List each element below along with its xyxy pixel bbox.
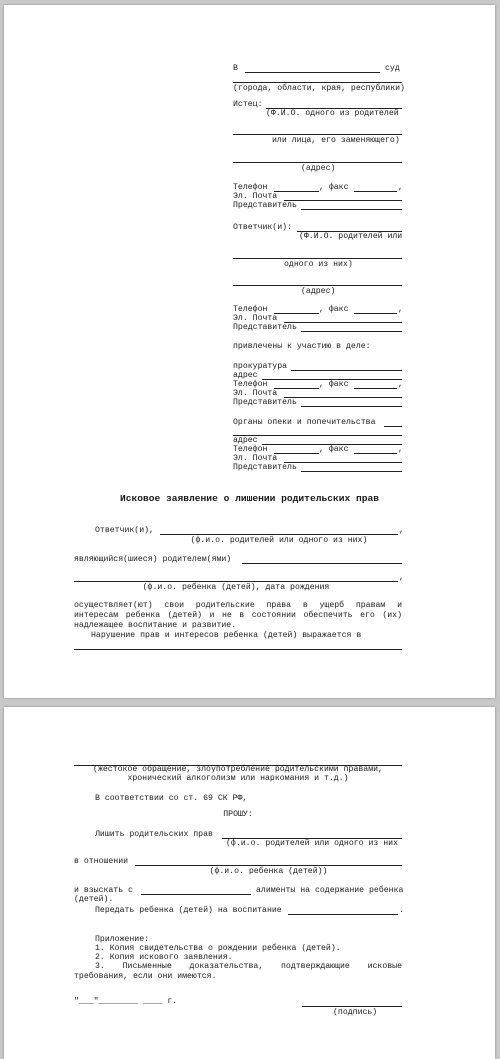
defendant-email-field[interactable] bbox=[284, 322, 402, 323]
guardianship-rep-label: Представитель bbox=[233, 463, 297, 472]
prosecutor-fax-label: , факс bbox=[319, 380, 349, 389]
comma: , bbox=[399, 526, 404, 535]
guardianship-email-label: Эл. Почта bbox=[233, 454, 278, 463]
date-line[interactable]: "___"________ ____ г. bbox=[74, 997, 178, 1006]
plaintiff-email-label: Эл. Почта bbox=[233, 192, 278, 201]
deprive-label: Лишить родительских прав bbox=[95, 830, 213, 839]
document-title: Исковое заявление о лишении родительских прав bbox=[119, 493, 380, 504]
guardianship-field-2[interactable] bbox=[233, 435, 402, 436]
prosecutor-email-field[interactable] bbox=[284, 397, 402, 398]
prosecutor-rep-field[interactable] bbox=[301, 406, 402, 407]
defendant-caption-2: одного из них) bbox=[284, 260, 353, 269]
signature-caption: (подпись) bbox=[333, 1008, 378, 1017]
comma: , bbox=[398, 380, 403, 389]
defendant-phone-label: Телефон bbox=[233, 305, 268, 314]
defendants-name-field[interactable] bbox=[160, 534, 398, 535]
defendant-rep-label: Представитель bbox=[233, 323, 297, 332]
guardianship-label: Органы опеки и попечительства bbox=[233, 418, 376, 427]
defendant-address-field[interactable] bbox=[233, 285, 402, 286]
plaintiff-address-caption: (адрес) bbox=[301, 164, 336, 173]
parents-of-field[interactable] bbox=[242, 563, 402, 564]
defendant-name-field-2[interactable] bbox=[233, 258, 402, 259]
regarding-child-field[interactable] bbox=[135, 865, 402, 866]
court-prefix: В bbox=[233, 64, 238, 73]
court-caption: (города, области, края, республики) bbox=[233, 84, 405, 93]
deprive-caption: (ф.и.о. родителей или одного из них bbox=[226, 839, 398, 848]
collect-line-2: (детей). bbox=[74, 895, 114, 904]
defendants-label: Ответчик(и), bbox=[95, 526, 154, 535]
comma: , bbox=[399, 573, 404, 582]
regarding-label: в отношении bbox=[74, 857, 129, 866]
prosecutor-field[interactable] bbox=[291, 370, 402, 371]
collect-from-field[interactable] bbox=[141, 894, 251, 895]
defendant-fax-label: , факс bbox=[319, 305, 349, 314]
guardianship-phone-label: Телефон bbox=[233, 445, 268, 454]
transfer-to-field[interactable] bbox=[288, 914, 398, 915]
plaintiff-fax-field[interactable] bbox=[354, 191, 397, 192]
guardianship-fax-field[interactable] bbox=[354, 453, 397, 454]
comma: , bbox=[398, 305, 403, 314]
prosecutor-email-label: Эл. Почта bbox=[233, 389, 278, 398]
request-heading: ПРОШУ: bbox=[223, 810, 253, 819]
transfer-label: Передать ребенка (детей) на воспитание bbox=[95, 906, 282, 915]
defendant-email-label: Эл. Почта bbox=[233, 314, 278, 323]
violation-details-field[interactable] bbox=[74, 649, 402, 650]
plaintiff-name-field-2[interactable] bbox=[233, 134, 402, 135]
comma: , bbox=[398, 445, 403, 454]
defendants-caption: (ф.и.о. родителей или одного из них) bbox=[190, 536, 368, 545]
guardianship-phone-field[interactable] bbox=[274, 453, 319, 454]
violation-expressed-paragraph: Нарушение прав и интересов ребенка (детей) выражается в bbox=[91, 631, 362, 640]
comma: , bbox=[398, 183, 403, 192]
collect-prefix: и взыскать с bbox=[74, 886, 133, 895]
guardianship-rep-field[interactable] bbox=[301, 471, 402, 472]
child-name-field[interactable] bbox=[74, 581, 398, 582]
court-line-2[interactable] bbox=[233, 82, 402, 83]
prosecutor-phone-label: Телефон bbox=[233, 380, 268, 389]
involved-label: привлечены к участию в деле: bbox=[233, 342, 371, 351]
court-name-field[interactable] bbox=[245, 72, 380, 73]
defendant-caption-1: (Ф.И.О. родителей или bbox=[299, 232, 403, 241]
plaintiff-fax-label: , факс bbox=[319, 183, 349, 192]
prosecutor-label: прокуратура bbox=[233, 362, 288, 371]
attachment-1: 1. Копия свидетельства о рождении ребенка (детей). bbox=[95, 944, 341, 953]
plaintiff-label: Истец: bbox=[233, 100, 263, 109]
defendant-address-caption: (адрес) bbox=[301, 287, 336, 296]
plaintiff-rep-field[interactable] bbox=[301, 209, 402, 210]
plaintiff-phone-label: Телефон bbox=[233, 183, 268, 192]
defendant-label: Ответчик(и): bbox=[233, 223, 292, 232]
guardianship-email-field[interactable] bbox=[284, 462, 402, 463]
prosecutor-rep-label: Представитель bbox=[233, 398, 297, 407]
guardianship-field[interactable] bbox=[384, 426, 402, 427]
attachments-title: Приложение: bbox=[95, 935, 150, 944]
collect-suffix: алименты на содержание ребенка bbox=[256, 886, 404, 895]
plaintiff-address-field[interactable] bbox=[233, 162, 402, 163]
document-page-2: (жестокое обращение, злоупотребление родительскими правами, хронический алкоголизм или наркомания и т.д.) В соответствии со ст. 69 СК РФ, ПРОШУ: Лишить родительских прав (ф.и.о. родителей или одного из них в отношении (ф.и.о. ребенка (детей)) и взыскать с алименты на содержание ребенка (детей). Передать ребенка (детей) на воспитание . Приложение: 1. Копия свидетельства о рождении ребенка (детей). 2. Копия искового заявления. 3. Письменные доказательства, подтверждающие исковые требования, если они имеются. "___"________ ____ г. (подпись) bbox=[4, 707, 495, 1059]
being-parents-label: являющийся(шиеся) родителем(ями) bbox=[74, 555, 232, 564]
attachment-3: 3. Письменные доказательства, подтверждающие исковые требования, если они имеются. bbox=[74, 962, 402, 981]
accordance-text: В соответствии со ст. 69 СК РФ, bbox=[95, 794, 248, 803]
guardianship-address-label: адрес bbox=[233, 436, 258, 445]
plaintiff-phone-field[interactable] bbox=[274, 191, 319, 192]
plaintiff-rep-label: Представитель bbox=[233, 201, 297, 210]
prosecutor-phone-field[interactable] bbox=[274, 388, 319, 389]
document-page-1 bbox=[4, 5, 495, 698]
abuse-caption-2: хронический алкоголизм или наркомания и т.д.) bbox=[127, 774, 349, 783]
guardianship-fax-label: , факс bbox=[319, 445, 349, 454]
plaintiff-caption-1: (Ф.И.О. одного из родителей bbox=[266, 109, 399, 118]
defendant-rep-field[interactable] bbox=[301, 331, 402, 332]
plaintiff-caption-2: или лица, его заменяющего) bbox=[272, 136, 400, 145]
signature-field[interactable] bbox=[302, 1006, 402, 1007]
child-caption: (ф.и.о. ребенка (детей), дата рождения bbox=[142, 583, 330, 592]
prosecutor-fax-field[interactable] bbox=[354, 388, 397, 389]
attachment-2: 2. Копия искового заявления. bbox=[95, 953, 233, 962]
prosecutor-address-label: адрес bbox=[233, 371, 258, 380]
violation-paragraph: осуществляет(ют) свои родительские права в ущерб правам и интересам ребенка (детей) и не в состоянии обеспечить его (их) надлежащее воспитание и развитие. bbox=[74, 601, 402, 630]
court-suffix: суд bbox=[385, 64, 400, 73]
defendant-fax-field[interactable] bbox=[354, 313, 397, 314]
regarding-caption: (ф.и.о. ребенка (детей)) bbox=[209, 867, 328, 876]
plaintiff-email-field[interactable] bbox=[284, 200, 402, 201]
defendant-phone-field[interactable] bbox=[274, 313, 319, 314]
abuse-caption-1: (жестокое обращение, злоупотребление родительскими правами, bbox=[93, 765, 383, 774]
